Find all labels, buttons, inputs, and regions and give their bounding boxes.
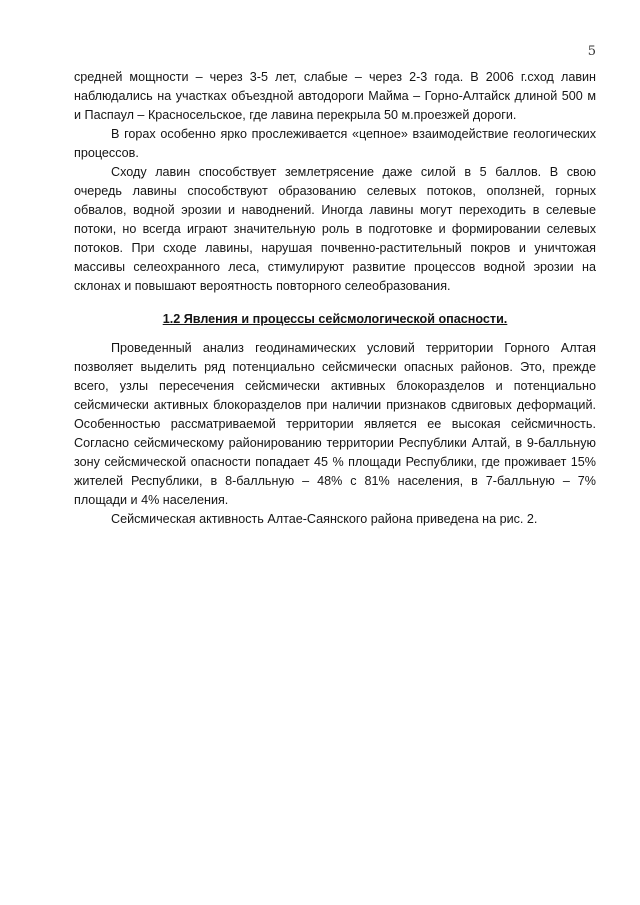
section-heading: 1.2 Явления и процессы сейсмологической опасности.	[162, 312, 508, 326]
paragraph-chain-interaction: В горах особенно ярко прослеживается «цепное» взаимодействие геологических процессов.	[74, 127, 596, 160]
document-body	[74, 68, 596, 529]
paragraph-avalanche-timing: средней мощности – через 3-5 лет, слабые – через 2-3 года. В 2006 г.сход лавин наблюдались на участках объездной автодороги Майма – Горно-Алтайск длиной 500 м и Паспаул – Красносельское, где лавина перекрыла 50 м.проезжей дороги.	[74, 70, 596, 122]
paragraph-avalanche-effects: Сходу лавин способствует землетрясение даже силой в 5 баллов. В свою очередь лавины способствуют образованию селевых потоков, оползней, горных обвалов, водной эрозии и наводнений. Иногда лавины могут переходить в селевые потоки, но всегда играют значительную роль в подготовке и формировании селевых потоков. При сходе лавины, нарушая почвенно-растительный покров и уничтожая массивы селеохранного леса, стимулируют развитие процессов водной эрозии на склонах и повышают вероятность повторного селеобразования.	[74, 165, 596, 293]
paragraph-figure-reference: Сейсмическая активность Алтае-Саянского района приведена на рис. 2.	[111, 512, 538, 526]
paragraph-seismic-analysis: Проведенный анализ геодинамических условий территории Горного Алтая позволяет выделить ряд потенциально сейсмически опасных районов. Это, прежде всего, узлы пересечения сейсмически активных блокоразделов и потенциально сейсмически активных блокоразделов при наличии признаков сдвиговых деформаций. Особенностью рассматриваемой территории является ее высокая сейсмичность. Согласно сейсмическому районированию территории Республики Алтай, в 9-балльную зону сейсмической опасности попадает 45 % площади Республики, где проживает 15% жителей Республики, в 8-балльную – 48% с 81% населения, в 7-балльную – 7% площади и 4% населения.	[74, 341, 596, 507]
page-number: 5	[587, 44, 596, 59]
